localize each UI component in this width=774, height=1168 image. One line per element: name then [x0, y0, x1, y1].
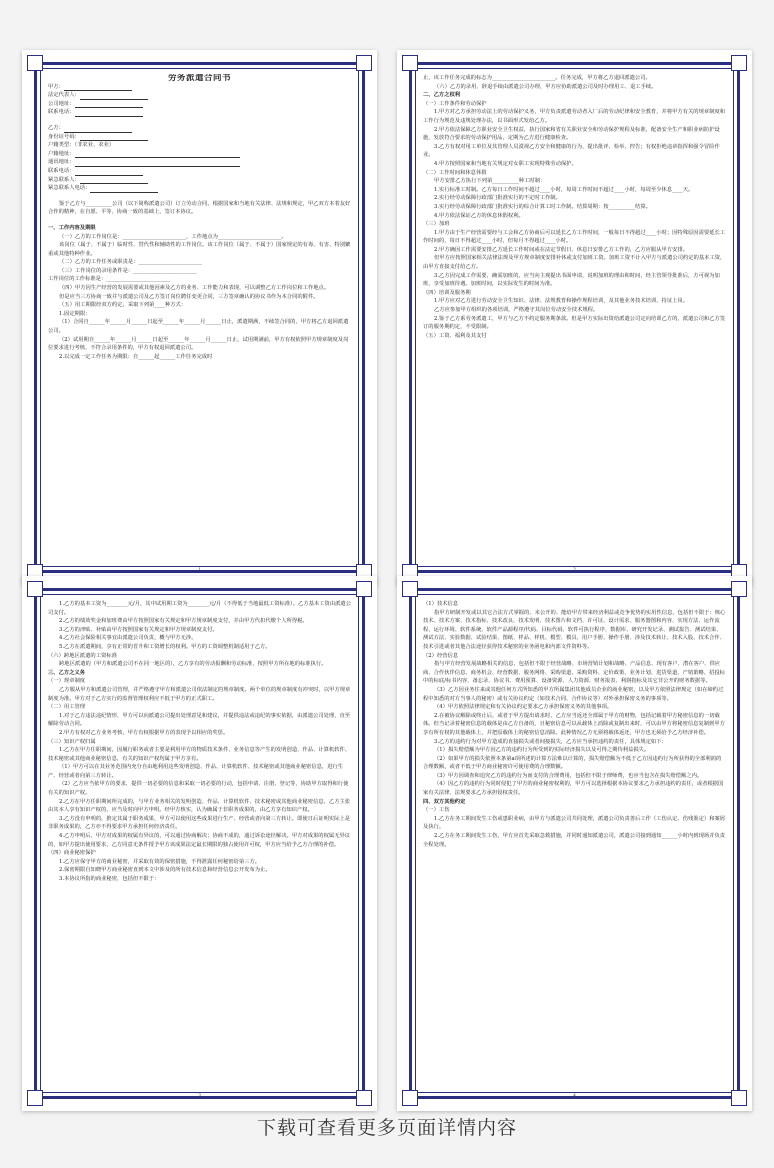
- clause: 乙方应参加甲方组织的各项培训，严格遵守其岗位劳动安全技术规程。: [434, 307, 599, 314]
- document-page-2: [397, 50, 752, 585]
- clause: 指甲方研制开发或以其它合法方式掌握的、未公开的、能给甲方带来经济利益或竞争优势的实用性信息，包括但不限于：核心技术、技术方案、技术指标、技术改良、技术发明、技术图片和文档、许可证、设计需求、服务器图和内容、实现方法、运作流程、运行环境、软件系统、软件产品源程序/代码、目标代码、软件可执行程序、数据库、研究开发记录、测试报告、测试结果、测试方法、实验数据、试验结果、图纸、样品、样机、模型、模具、用户手册、操作手册、涉及技术转让、技术入股、技术合作、技术引进或者其他合法途径获得技术秘密的业务函电和内部文件资料等。: [423, 609, 726, 650]
- page-number: 2: [573, 568, 576, 573]
- clause: 2.鉴于乙方系劳务派遣工，甲方与乙方不约定服务期条款。但是甲方实际出资给派遣公司定向培训乙方的，派遣公司和乙方签订的服务期约定，不受限制。: [423, 315, 726, 331]
- section-heading: 二、乙方之权利: [423, 92, 461, 99]
- clause: （二）用工管理: [48, 704, 86, 711]
- clause: 跨地区派遣的（甲方和派遣公司不在同一地区的），乙方享有的劳动报酬和劳动标准，按照甲方所在地的标准执行。: [59, 661, 327, 668]
- clause: 1.乙方的基本工资为________元/月，其中试用期工资为________元/月（不得低于当地最低工资标准）。乙方基本工资由派遣公司支付。: [48, 601, 351, 616]
- intro-paragraph: 鉴于乙方与__________公司（以下简称派遣公司）订立劳动合同，根据国家和当地有关法律、法规和规定，甲乙双方本着友好合作的精神，在自愿、平等、协商一致的基础上，签订本协议。: [48, 200, 351, 216]
- party-a-field: 甲方：: [48, 83, 351, 92]
- page-number: 1: [198, 568, 201, 573]
- clause: 但甲方应按照国家相关法律法规及甲方规章制度安排补休或支付加班工资。加班工资不计入甲方与派遣公司约定的基本工资，由甲方直接支付给乙方。: [423, 255, 726, 271]
- clause: 工作岗位的工作标准是：________________________: [48, 276, 170, 283]
- clause: （二）工作时间和休息休假: [423, 169, 487, 176]
- clause: （2）经营信息: [423, 652, 459, 659]
- clause: （四）甲方因生产经营的发展需要或其他因素及乙方的业务、工作能力和表现，可以调整乙方工作岗位和工作地点。: [59, 285, 330, 292]
- document-page-4: [397, 576, 752, 1111]
- clause: 3.乙方因完成工作需要，确需加班的，应当向主观提出书面申请，说明加班的理由和时间，经主管领导批准后，方可视为加班，享受加班待遇。加班时间，以实际发生的时间为准。: [423, 272, 720, 288]
- clause: （1）合同自______年______月______日起至______年______月______日止，派遣期满，不续签合同的，甲方将乙方退回派遣公司。: [48, 319, 349, 335]
- clause: 4.乙方社会保险相关事宜由派遣公司负责，概与甲方无涉。: [59, 635, 197, 642]
- clause: 乙方服从甲方和派遣公司管理，并严格遵守甲方和派遣公司依法制定的规章制度。两个单位的规章制度有冲突时，以甲方规章制度为准。甲方对于乙方实行的监督管理权利应不低于甲方的正式职工。: [48, 686, 351, 702]
- clause: （四）商业秘密保护: [48, 850, 96, 857]
- party-b-field: 身份证号码：: [48, 133, 351, 142]
- clause: 2.在被协议解除或终止后，或者于甲方提出请求时，乙方应当返还全部属于甲方的财物，包括记载着甲方秘密信息的一切载体。但当记录着秘密信息的载体是由乙方自备的，且秘密信息可以从载体上消除或复制出来时，可以由甲方将秘密信息复制到甲方享有所有权的其他载体上，并把原载体上的秘密信息消除。此种情况乙方无须将载体返还，甲方也无须给予乙方经济补偿。: [423, 712, 725, 736]
- clause: （2）试用期自______年______月______日起至______年______月______日止，试用期满前，甲方有权依照甲方规章制度及岗位要求进行考核，不符合录用条件的，甲方有权退回派遣公司。: [48, 336, 349, 352]
- clause: 1.甲方对乙方承担劳动法上的劳动保护义务，甲方负责派遣劳动者入厂后的劳动纪律和安全教育，并将甲方有关的规章制度和工作行为规范及违规处理办法，以书面形式发给乙方。: [423, 109, 726, 124]
- clause: 2.实行经劳动保障行政部门批准实行的不定时工作制。: [434, 195, 561, 202]
- clause: 4.乙方申明后，甲方对成果的权属有异议的，可以通过协商解决；协商不成的，通过诉讼途径解决。甲方对成果的权属无异议的，如甲方提出使用要求，乙方同意无条件授予甲方该成果法定最长期限的独占使用许可权，甲方应当给予乙方合理的补偿。: [48, 833, 351, 848]
- clause: （2）乙方应当依甲方的要求，提供一切必要的信息和采取一切必要的行动，包括申请、注册、登记等，协助甲方取得和行使有关的知识产权。: [48, 781, 349, 797]
- party-b-field: 紧急联系人电话：: [48, 184, 351, 193]
- clause: （3）甲方因调查和追究乙方的违约行为而支付的合理费用，包括但不限于律师费，也应当包含在损失赔偿额之内。: [434, 772, 703, 779]
- party-b-field: 通讯地址：: [48, 158, 351, 167]
- clause: 止，该工作任务完成的标志为________________________。任务完成，甲方将乙方退回派遣公司。: [423, 75, 651, 81]
- clause: （四）培训及服务期: [423, 289, 471, 296]
- party-b-field: 乙方：: [48, 124, 351, 133]
- clause: 3.实行经劳动保障行政部门批准实行的综合计算工时工作制。结算周期：按__________结算。: [434, 203, 651, 210]
- clause: 2.甲方依法保障乙方职业安全卫生权益，执行国家和省有关职业安全和劳动保护规程及标准，配备安全生产和职业病防护设施，发放符合要求的劳动保护用品，定期为乙方进行健康检查。: [423, 126, 720, 142]
- clause: （五）工资、福利及其支付: [423, 332, 487, 339]
- page-number: 4: [573, 1094, 576, 1099]
- clause: 1.乙方在甲方任职期间，因履行职务或者主要是利用甲方的物质技术条件、业务信息等产生的发明创造、作品、计算机软件、技术秘密或其他商业秘密信息，有关的知识产权均属于甲方享有。: [48, 747, 351, 762]
- clause: 1.固定期限：: [59, 310, 91, 317]
- page-number: 3: [198, 1094, 201, 1099]
- party-a-field: 法定代表人：: [48, 91, 351, 100]
- clause: 2.乙方在甲方任职期间所完成的，与甲方业务相关的发明创造、作品、计算机软件、技术秘密或其他商业秘密信息，乙方主张由其本人享有知识产权的，应当及时向甲方申明。经甲方核实，认为确属于非职务成果的，由乙方享有知识产权。: [48, 798, 351, 814]
- clause: （1）损失赔偿额为甲方因乙方的违约行为所受到的实际经济损失以及可得之期待利益损失。: [434, 747, 650, 754]
- clause: 1.对于乙方违法违纪情形，甲方可以向派遣公司提出处理意见和建议，并提供违法或违纪的事实依据，由派遣公司处理，直至解除劳动合同。: [48, 712, 351, 728]
- party-b-field: 紧急联系人：: [48, 176, 351, 185]
- clause: 2.以完成一定工作任务为期限：自______起______工作任务完成时: [59, 353, 213, 360]
- clause: （4）甲方依照法律规定和有关协议约定要求乙方承担保密义务的其他事项。: [434, 704, 613, 711]
- clause: 4.甲方依法保证乙方的休息休假权利。: [434, 212, 524, 219]
- section-heading: 一、工作内容及期限: [48, 224, 96, 231]
- clause: 1.实行标准工时制。乙方每日工作时间不超过____小时，每周工作时间不超过____小时，每周至少休息____天。: [434, 186, 694, 193]
- clause: （1）甲方可以在其业务范围内充分自由地利用这些发明创造、作品、计算机软件、技术秘密或其他商业秘密信息，进行生产、经营或者向第三方转让。: [48, 764, 344, 779]
- clause: 2.甲方确因工作需要安排乙方延长工作时间或在法定节假日、休息日安排乙方工作的，乙方应服从甲方安排。: [434, 246, 689, 253]
- clause: 1.甲方应对乙方进行劳动安全卫生知识、法律、法规教育和操作规程培训，及其他业务技术培训，持证上岗。: [434, 298, 689, 305]
- party-a-field: 联系电话：: [48, 108, 351, 117]
- section-heading: 三、乙方之义务: [48, 669, 86, 676]
- document-page-3: [22, 576, 377, 1111]
- clause: （六）乙方的录用、辞退手续由派遣公司办理，甲方应协助派遣公司及时办理用工、退工手续。: [434, 83, 657, 90]
- clause: （一）乙方的工作岗位是：________________________，工作地点为________________________。: [59, 233, 287, 240]
- section-heading: 四、双方其他约定: [423, 798, 466, 805]
- clause: （1）技术信息: [423, 601, 459, 607]
- party-a-field: 公司地址：: [48, 100, 351, 109]
- clause: 2.保密期限自知晓甲方商业秘密直到本文中涉及的所有技术信息和经营信息公开发布为止。: [59, 867, 271, 874]
- clause: 1.甲方由于生产经营需要经与工会和乙方协商后可以延长乙方工作时间，一般每日不得超过____小时；因特殊原因需要延长工作时间的，每日不得超过____小时，但每月不得超过____小时。: [423, 229, 726, 245]
- clause: 指与甲方经营发展战略相关的信息，包括但不限于经营战略、市场营销计划和战略、产品信息、现有客户、潜在客户、供应商、合作伙伴信息、商务机会、经营数据、服务网络、采购渠道、采购资料、定价政策、业务计划、进货渠道、产销策略、招投标中的标底/标书内容、备忘录、协议书、费用预算、设备资源、人力资源、财务报表、利润指标及其它非公开的财务数据等。: [423, 661, 725, 685]
- clause: （三）工作岗位的录用条件是：________________________: [59, 267, 197, 274]
- clause: 3.乙方的津贴、补贴由甲方按照国家有关规定和甲方规章制度支付。: [59, 626, 218, 633]
- clause: （六）跨地区派遣的工资标准: [48, 652, 117, 659]
- clause: （一）工作条件和劳动保护: [423, 100, 487, 107]
- clause: 3.本协议所指的商业秘密，包括但不限于：: [59, 876, 160, 882]
- clause: （4）因乙方的违约行为同时侵犯了甲方的商业秘密权利的，甲方可以选择根据本协议要求乙方承担违约的责任，或者根据国家有关法律、法规要求乙方承担侵权责任。: [423, 781, 724, 797]
- clause: （3）乙方因业务往来或其他任何方式所知悉的甲方所属集团其他成员企业的商业秘密，以及甲方依照法律规定（如在缔约过程中知悉的对方当事人的秘密）或有关协议约定（如技术合同、合作协议等）对外承担保密义务的事项等。: [423, 686, 724, 702]
- clause: 2.乙方的绩效奖金和加班费由甲方按照国家有关规定和甲方规章制度支付，并由甲方代扣代缴个人所得税。: [59, 618, 308, 625]
- clause: 5.乙方在派遣期间，享有正常的晋升和工资增长的权利。甲方的工资调整机制适用于乙方。: [59, 643, 271, 650]
- party-b-field: 户籍类型：（非农业、农业）: [48, 142, 115, 149]
- clause: （二）乙方的工作任务或职责是：________________________: [59, 259, 203, 266]
- clause: 3.乙方的违约行为对甲方造成的直接损失或者间接损失，乙方应当承担违约的责任，具体规定如下：: [434, 738, 667, 745]
- download-more-caption[interactable]: 下载可查看更多页面详情内容: [256, 1117, 517, 1139]
- clause: 3.乙方有权对用工单位及其管理人员漠视乙方安全和健康的行为，提出批评、检举、控告；有权拒绝违章指挥和强令冒险作业。: [423, 143, 720, 159]
- document-page-1: [22, 50, 377, 585]
- clause: 甲方安排乙方执行下列第__________种工时制：: [434, 178, 546, 185]
- clause: 1.乙方应保守甲方的商业秘密，并采取有效的保密措施，不得泄露任何秘密给第三方。: [59, 858, 261, 865]
- clause: （五）用工期限经双方约定，采取下列第____种方式：: [59, 302, 187, 309]
- clause: （2）如果甲方的损失依照本条第a项所述的计算方法难以计算的，损失赔偿额为不低于乙方因违约行为所获得的全部利润的合理数额，或者不低于甲方商业秘密许可使用费的合理数额。: [423, 755, 722, 771]
- clause: 2.甲方有权对乙方业务考核，甲方有权根据甲方的表现予以相应的奖惩。: [59, 729, 229, 736]
- clause: 4.甲方按照国家和当地有关规定对女职工实现特殊劳动保护。: [434, 160, 577, 167]
- clause: （一）规章制度: [48, 678, 86, 685]
- clause: 3.乙方没有申明的，推定其属于职务成果，甲方可以使用这些成果进行生产、经营或者向第三方转让。即使日后证明实际上是非职务成果的，乙方亦不得要求甲方承担任何经济责任。: [48, 815, 351, 831]
- clause: （三）加班: [423, 221, 450, 228]
- contract-title: 劳务派遣合同书: [167, 74, 231, 83]
- clause: （一）工伤: [423, 807, 450, 814]
- clause: （三）知识产权归属: [48, 738, 96, 745]
- clause: 该岗位（属于、不属于）临时性、替代性和辅助性的工作岗位。该工作岗位（属于、不属于）国家规定的有毒、有害、特别繁重或其他特种作业。: [48, 242, 351, 257]
- party-b-field: 户籍地址：: [48, 150, 351, 159]
- clause: 1.乙方在务工期间发生工伤或患职业病，由甲方与派遣公司共同处理，派遣公司负责善后工作（工伤认定、伤残鉴定）和案屑及执行。: [423, 815, 726, 831]
- clause: 但是应当三方协商一致并与派遣公司及乙方签订岗位聘任变更合同，三方签章确认的协议书作为本合同的附件。: [59, 293, 319, 300]
- clause: 2.乙方在务工期间发生工伤，甲方应首先采取急救措施，并同时通知派遣公司，派遣公司接到通知______小时内到现场并负责全程处理。: [423, 833, 726, 848]
- party-b-field: 联系电话：: [48, 167, 351, 176]
